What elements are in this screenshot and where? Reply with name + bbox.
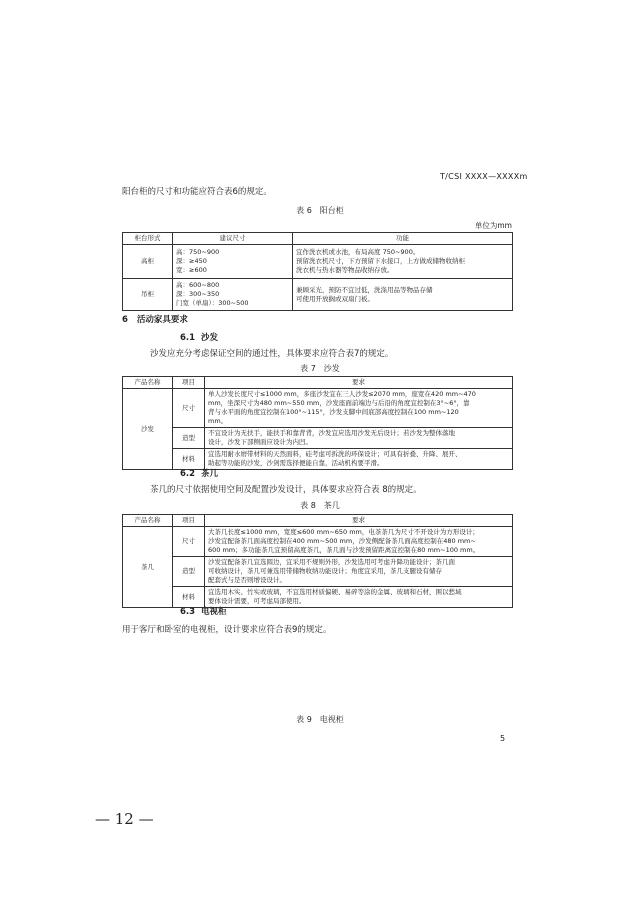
- table7-header-product: 产品名称: [123, 377, 173, 389]
- requirement-line: 背与水平面的角度宜控制在100°~115°，沙发支脚中间底部高度控制在100 mm~120: [208, 408, 459, 416]
- subsection-heading: [180, 605, 227, 617]
- function-line: 宜作洗衣机或水池，布局高度 750~900。: [296, 248, 420, 256]
- standard-code: T/CSI XXXX—XXXXm: [440, 172, 528, 181]
- subsection-heading: [180, 331, 218, 343]
- requirement-line: 沙发宜配备茶几宜选圆边，宜采用不规则外形，沙发选用可考虑升降功能设计；茶几面: [208, 558, 455, 566]
- requirement-line: 助起等功能的沙发，沙剑需选择便能自靠，活动机构要平滑。: [208, 459, 384, 467]
- requirement-line: 宜选用木实、竹实或玻璃，不宜选用材质偏硬、易碎等涂的金属、玻璃和石材，围以愁域: [208, 588, 462, 596]
- requirement-line: 配套式与是否则增设设计。: [208, 576, 286, 584]
- table7-product-cell: 沙发: [123, 389, 173, 470]
- table6-header-function: 功能: [293, 233, 513, 245]
- subsection-number: 6.2: [180, 469, 196, 479]
- requirement-line: 大茶几长度≤1000 mm，宽度≤600 mm~650 mm，电茶茶几为尺寸不开设计为方形设计；: [208, 528, 479, 536]
- table7: [122, 376, 513, 470]
- section-title: 活动家具要求: [136, 315, 188, 325]
- table7-header-row: [123, 377, 513, 389]
- table-row: [123, 245, 513, 279]
- table-row: [123, 428, 513, 449]
- requirement-line: 宜选用耐水磨带材料的天然面料，硅考虑可拆洗的环保设计；可具有折叠、升降、展开、: [208, 450, 462, 458]
- table7-requirement-cell: [205, 428, 513, 449]
- table7-header-requirement: 要求: [205, 377, 513, 389]
- subsection-paragraph: 沙发应充分考虑保证空间的通过性，具体要求应符合表7的规定。: [150, 349, 394, 359]
- table6-form-cell: 吊柜: [123, 279, 173, 311]
- intro-paragraph: 阳台柜的尺寸和功能应符合表6的规定。: [122, 187, 272, 197]
- subsection-title: 电视柜: [200, 607, 227, 617]
- table9-caption: 表 9 电视柜: [296, 715, 344, 724]
- requirement-line: mm，坐深尺寸为480 mm~550 mm，沙发座面前端边与后沿的角度宜控制在3°~6°，靠: [208, 399, 470, 407]
- table7-item-cell: 造型: [173, 428, 205, 449]
- table6-function-cell: [293, 245, 513, 279]
- table8-header-row: [123, 515, 513, 527]
- table8-item-cell: 材料: [173, 587, 205, 608]
- table6: [122, 232, 513, 311]
- requirement-line: 可收纳设计，茶几可兼选用带储物收纳功能设计；角度宜采用，茶几支腿设有储存: [208, 567, 442, 575]
- table8-header-product: 产品名称: [123, 515, 173, 527]
- function-line: 兼顾采光，预防不宜过低，洗涤用品等物品存储: [296, 285, 433, 294]
- subsection-heading: [180, 467, 218, 479]
- table8-item-cell: 造型: [173, 557, 205, 587]
- requirement-line: 单人沙发长度尺寸≤1000 mm，多座沙发宜在三人沙发≤2070 mm，座宽在420 mm~470: [208, 390, 476, 398]
- table8-product-cell: 茶几: [123, 527, 173, 608]
- requirement-line: 600 mm；多功能茶几宜预留高度茶几，茶几面与沙发预留距离宜控制在80 mm~100 mm。: [208, 546, 480, 554]
- table6-header-size: 建议尺寸: [173, 233, 293, 245]
- table6-header-form: 柜台形式: [123, 233, 173, 245]
- size-line: 高：600~800: [176, 281, 220, 289]
- table6-function-cell: [293, 279, 513, 311]
- subsection-number: 6.3: [180, 607, 196, 617]
- subsection-title: 茶几: [200, 469, 218, 479]
- size-line: 门宽（单扇）：300~500: [176, 299, 249, 307]
- function-line: 可使用开放搁或双扇门板。: [296, 294, 374, 303]
- table8-item-cell: 尺寸: [173, 527, 205, 557]
- requirement-line: 不宜设计为无扶手，能扶手和靠背背，沙发宜应选用沙发无后设计；若沙发为整体落地: [208, 429, 455, 437]
- table-row: [123, 557, 513, 587]
- table-row: [123, 527, 513, 557]
- subsection-paragraph: 用于客厅和卧室的电视柜，设计要求应符合表9的规定。: [122, 625, 332, 635]
- table8-caption: 表 8 茶几: [300, 501, 340, 510]
- size-line: 宽：≥600: [176, 266, 207, 274]
- table6-header-row: [123, 233, 513, 245]
- table6-caption: 表 6 阳台柜: [296, 206, 344, 215]
- table8: [122, 514, 513, 608]
- page-number: 5: [500, 734, 506, 743]
- requirement-line: 要体设计需要，可考虑局部使用。: [208, 597, 306, 605]
- table8-requirement-cell: [205, 587, 513, 608]
- table-row: [123, 389, 513, 428]
- function-line: 洗衣机与热水器等物品收纳存放。: [296, 266, 394, 274]
- table7-caption: 表 7 沙发: [300, 364, 340, 373]
- table6-size-cell: [173, 245, 293, 279]
- table7-item-cell: 材料: [173, 449, 205, 470]
- table8-requirement-cell: [205, 557, 513, 587]
- requirement-line: mm。: [208, 417, 228, 425]
- size-line: 高：750~900: [176, 248, 220, 256]
- function-line: 预留洗衣机尺寸，下方预留下水接口，上方做成储物收纳柜: [296, 257, 465, 265]
- subsection-paragraph: 茶几的尺寸依据使用空间及配置沙发设计，具体要求应符合表 8的规定。: [150, 485, 422, 495]
- table7-requirement-cell: [205, 389, 513, 428]
- size-line: 深：300~350: [176, 290, 220, 298]
- table7-requirement-cell: [205, 449, 513, 470]
- table8-header-item: 项目: [173, 515, 205, 527]
- table6-unit: 单位为mm: [474, 221, 512, 230]
- subsection-number: 6.1: [180, 333, 196, 343]
- folio: — 12 —: [95, 810, 154, 828]
- table6-size-cell: [173, 279, 293, 311]
- table7-item-cell: 尺寸: [173, 389, 205, 428]
- table6-form-cell: 高柜: [123, 245, 173, 279]
- requirement-line: 设计，沙发下部侧面应设计为内凹。: [208, 438, 312, 446]
- requirement-line: 沙发宜配备茶几面高度控制在400 mm~500 mm，沙发侧配备茶几面高度控制在480 mm~: [208, 537, 476, 545]
- table7-header-item: 项目: [173, 377, 205, 389]
- table8-requirement-cell: [205, 527, 513, 557]
- subsection-title: 沙发: [200, 333, 218, 343]
- size-line: 深：≥450: [176, 257, 207, 265]
- table-row: [123, 279, 513, 311]
- section-heading: [122, 313, 188, 325]
- section-number: 6: [122, 315, 128, 325]
- table8-header-requirement: 要求: [205, 515, 513, 527]
